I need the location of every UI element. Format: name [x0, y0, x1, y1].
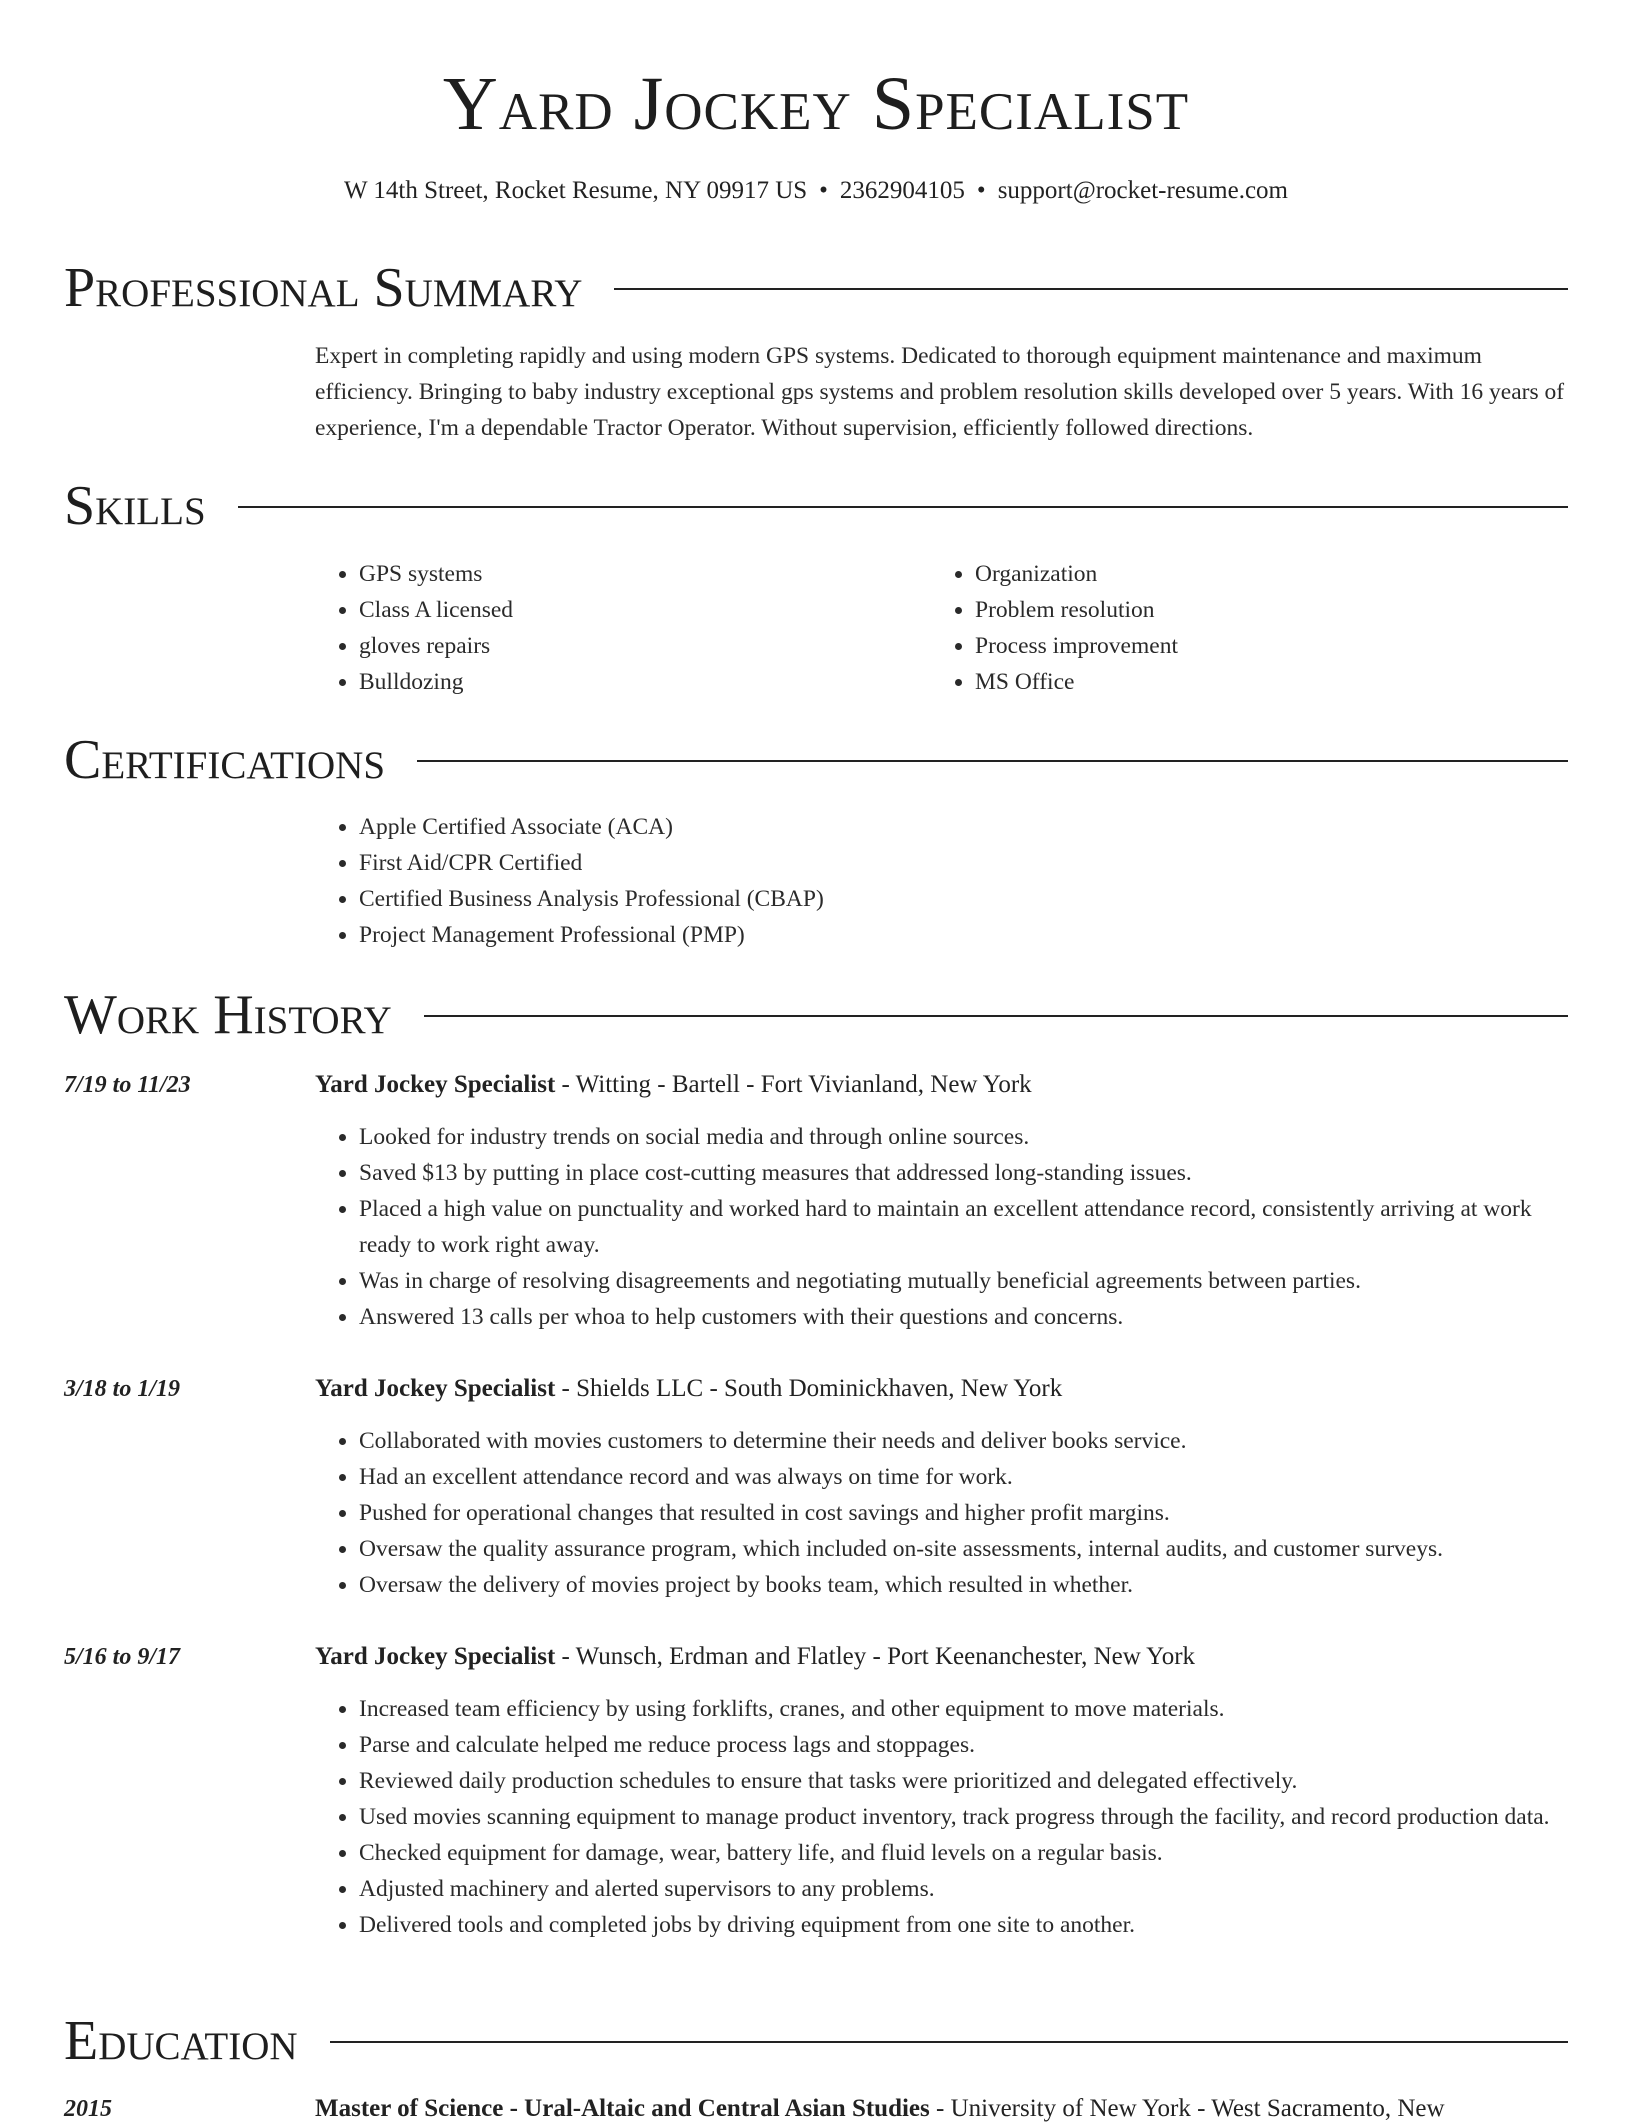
section-header-education	[64, 2009, 1568, 2073]
section-header-certifications	[64, 728, 1568, 792]
skill-item: • Process improvement	[975, 628, 1531, 664]
skill-item: • Class A licensed	[359, 592, 915, 628]
section-divider	[238, 506, 1568, 508]
job-bullet: • Reviewed daily production schedules to ensure that tasks were prioritized and delegated effectively.	[359, 1763, 1570, 1799]
job-bullet: • Pushed for operational changes that resulted in cost savings and higher profit margins.	[359, 1495, 1570, 1531]
skills-list-left	[315, 556, 915, 700]
section-divider	[417, 760, 1568, 762]
skill-item: • gloves repairs	[359, 628, 915, 664]
contact-email: support@rocket-resume.com	[997, 177, 1288, 204]
job-duties	[315, 1119, 1570, 1335]
contact-separator: •	[819, 177, 828, 204]
job-bullet-list	[315, 1691, 1570, 1943]
job-bullet: • Collaborated with movies customers to determine their needs and deliver books service.	[359, 1423, 1570, 1459]
job-bullet: • Looked for industry trends on social media and through online sources.	[359, 1119, 1570, 1155]
job-role: Yard Jockey Specialist	[315, 1375, 556, 1402]
contact-line	[0, 174, 1632, 208]
skill-item: • Organization	[975, 556, 1531, 592]
job-bullet-list	[315, 1119, 1570, 1335]
job-bullet: • Had an excellent attendance record and was always on time for work.	[359, 1459, 1570, 1495]
education-heading	[315, 2091, 1570, 2127]
skill-item: • Bulldozing	[359, 664, 915, 700]
section-title-work-history: Work History	[64, 984, 392, 1046]
job-duties	[315, 1423, 1570, 1603]
job-dates: 3/18 to 1/19	[64, 1376, 181, 1402]
job-bullet: • Checked equipment for damage, wear, battery life, and fluid levels on a regular basis.	[359, 1835, 1570, 1871]
contact-address: W 14th Street, Rocket Resume, NY 09917 US	[344, 177, 808, 204]
job-bullet: • Saved $13 by putting in place cost-cutting measures that addressed long-standing issues.	[359, 1155, 1570, 1191]
section-divider	[614, 288, 1568, 290]
certification-item: • Certified Business Analysis Professional (CBAP)	[359, 881, 1570, 917]
job-dates: 5/16 to 9/17	[64, 1644, 181, 1670]
job-bullet: • Adjusted machinery and alerted supervisors to any problems.	[359, 1871, 1570, 1907]
skill-item: • GPS systems	[359, 556, 915, 592]
education-year: 2015	[64, 2096, 112, 2122]
certification-item: • Apple Certified Associate (ACA)	[359, 809, 1570, 845]
job-heading	[315, 1371, 1570, 1407]
section-header-work-history	[64, 983, 1568, 1047]
certification-item: • Project Management Professional (PMP)	[359, 917, 1570, 953]
certifications-list	[315, 809, 1570, 953]
job-bullet: • Used movies scanning equipment to manage product inventory, track progress through the facility, and record production data.	[359, 1799, 1570, 1835]
job-bullet-list	[315, 1423, 1570, 1603]
education-school: - University of New York - West Sacramento, New	[929, 2095, 1445, 2122]
skill-item: • Problem resolution	[975, 592, 1531, 628]
job-details: - Wunsch, Erdman and Flatley - Port Keenanchester, New York	[555, 1643, 1196, 1670]
skills-column-right	[931, 556, 1531, 700]
job-dates: 7/19 to 11/23	[64, 1072, 191, 1098]
job-details: - Witting - Bartell - Fort Vivianland, New York	[555, 1071, 1032, 1098]
job-role: Yard Jockey Specialist	[315, 1071, 556, 1098]
job-bullet: • Increased team efficiency by using forklifts, cranes, and other equipment to move materials.	[359, 1691, 1570, 1727]
section-header-skills	[64, 474, 1568, 538]
job-bullet: • Parse and calculate helped me reduce process lags and stoppages.	[359, 1727, 1570, 1763]
job-bullet: • Oversaw the quality assurance program, which included on-site assessments, internal audits, and customer surveys.	[359, 1531, 1570, 1567]
contact-separator: •	[976, 177, 986, 204]
job-details: - Shields LLC - South Dominickhaven, New York	[555, 1375, 1063, 1402]
section-title-certifications: Certifications	[64, 729, 386, 791]
job-heading	[315, 1067, 1570, 1103]
certifications-block	[315, 809, 1570, 953]
job-bullet: • Delivered tools and completed jobs by driving equipment from one site to another.	[359, 1907, 1570, 1943]
job-bullet: • Answered 13 calls per whoa to help customers with their questions and concerns.	[359, 1299, 1570, 1335]
skills-list-right	[931, 556, 1531, 700]
section-title-skills: Skills	[64, 475, 206, 537]
education-degree: Master of Science - Ural-Altaic and Central Asian Studies	[315, 2095, 930, 2122]
job-role: Yard Jockey Specialist	[315, 1643, 556, 1670]
section-divider	[330, 2041, 1568, 2043]
summary-text: Expert in completing rapidly and using modern GPS systems. Dedicated to thorough equipment maintenance and maximum efficiency. Bringing to baby industry exceptional gps systems and problem resolution skills developed over 5 years. With 16 years of experience, I'm a dependable Tractor Operator. Without supervision, efficiently followed directions.	[315, 343, 1565, 441]
section-title-summary: Professional Summary	[64, 257, 583, 319]
skills-column-left	[315, 556, 915, 700]
job-heading	[315, 1639, 1570, 1675]
contact-phone: 2362904105	[839, 177, 965, 204]
skill-item: • MS Office	[975, 664, 1531, 700]
section-divider	[424, 1015, 1568, 1017]
certification-item: • First Aid/CPR Certified	[359, 845, 1570, 881]
candidate-name: Yard Jockey Specialist	[442, 62, 1190, 146]
section-title-education: Education	[64, 2010, 298, 2072]
job-bullet: • Was in charge of resolving disagreements and negotiating mutually beneficial agreements between parties.	[359, 1263, 1570, 1299]
job-bullet: • Oversaw the delivery of movies project by books team, which resulted in whether.	[359, 1567, 1570, 1603]
job-bullet: • Placed a high value on punctuality and worked hard to maintain an excellent attendance record, consistently arriving at work ready to work right away.	[359, 1191, 1570, 1263]
section-header-summary	[64, 256, 1568, 320]
job-duties	[315, 1691, 1570, 1943]
